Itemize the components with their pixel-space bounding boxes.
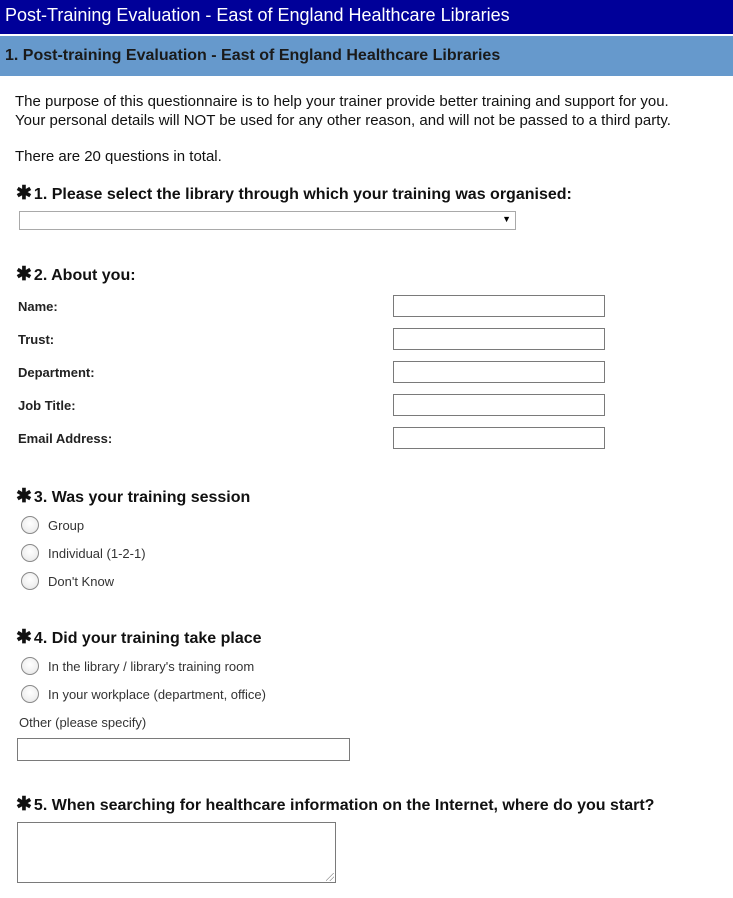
required-icon: ✱	[16, 794, 32, 815]
email-label: Email Address:	[18, 431, 113, 446]
name-input[interactable]	[393, 295, 605, 317]
library-select[interactable]	[19, 211, 516, 230]
other-specify-label: Other (please specify)	[19, 715, 147, 730]
question-5-title	[16, 793, 654, 816]
intro-text	[15, 92, 715, 130]
required-icon: ✱	[16, 183, 32, 204]
question-2-title	[16, 263, 136, 286]
option-dont-know-label: Don't Know	[48, 574, 115, 589]
required-icon: ✱	[16, 264, 32, 285]
option-library-label: In the library / library's training room	[48, 659, 255, 674]
radio-library-option[interactable]	[21, 657, 39, 675]
question-1-text: 1. Please select the library through which your training was organised:	[33, 186, 572, 203]
trust-input[interactable]	[393, 328, 605, 350]
required-icon: ✱	[16, 486, 32, 507]
job-title-label: Job Title:	[18, 398, 76, 413]
required-icon: ✱	[16, 627, 32, 648]
name-label: Name:	[18, 299, 58, 314]
option-group-label: Group	[48, 518, 85, 533]
survey-title-bar	[0, 0, 733, 34]
radio-group-option[interactable]	[21, 516, 39, 534]
option-workplace-label: In your workplace (department, office)	[48, 687, 266, 702]
question-4-title	[16, 626, 262, 649]
question-2-text: 2. About you:	[33, 267, 136, 284]
question-3-title	[16, 485, 250, 508]
intro-line-2: Your personal details will NOT be used for any other reason, and will not be passed to a third party.	[15, 112, 671, 129]
page-header: 1. Post-training Evaluation - East of England Healthcare Libraries	[5, 47, 501, 64]
survey-title: Post-Training Evaluation - East of England Healthcare Libraries	[5, 5, 510, 25]
department-input[interactable]	[393, 361, 605, 383]
resize-grip-icon[interactable]	[326, 873, 334, 881]
radio-dont-know-option[interactable]	[21, 572, 39, 590]
other-specify-input[interactable]	[17, 738, 350, 761]
radio-individual-option[interactable]	[21, 544, 39, 562]
department-label: Department:	[18, 365, 95, 380]
question-3-text: 3. Was your training session	[33, 489, 251, 506]
dropdown-arrow-icon: ▼	[502, 214, 511, 224]
question-5-text: 5. When searching for healthcare information on the Internet, where do you start?	[33, 797, 655, 814]
job-title-input[interactable]	[393, 394, 605, 416]
question-4-text: 4. Did your training take place	[33, 630, 262, 647]
option-individual-label: Individual (1-2-1)	[48, 546, 146, 561]
email-input[interactable]	[393, 427, 605, 449]
question-count: There are 20 questions in total.	[15, 148, 222, 165]
search-start-textarea[interactable]	[17, 822, 336, 883]
page-header-bar	[0, 36, 733, 76]
trust-label: Trust:	[18, 332, 55, 347]
radio-workplace-option[interactable]	[21, 685, 39, 703]
question-1-title	[16, 182, 572, 205]
intro-line-1: The purpose of this questionnaire is to help your trainer provide better training and support for you.	[15, 93, 669, 110]
